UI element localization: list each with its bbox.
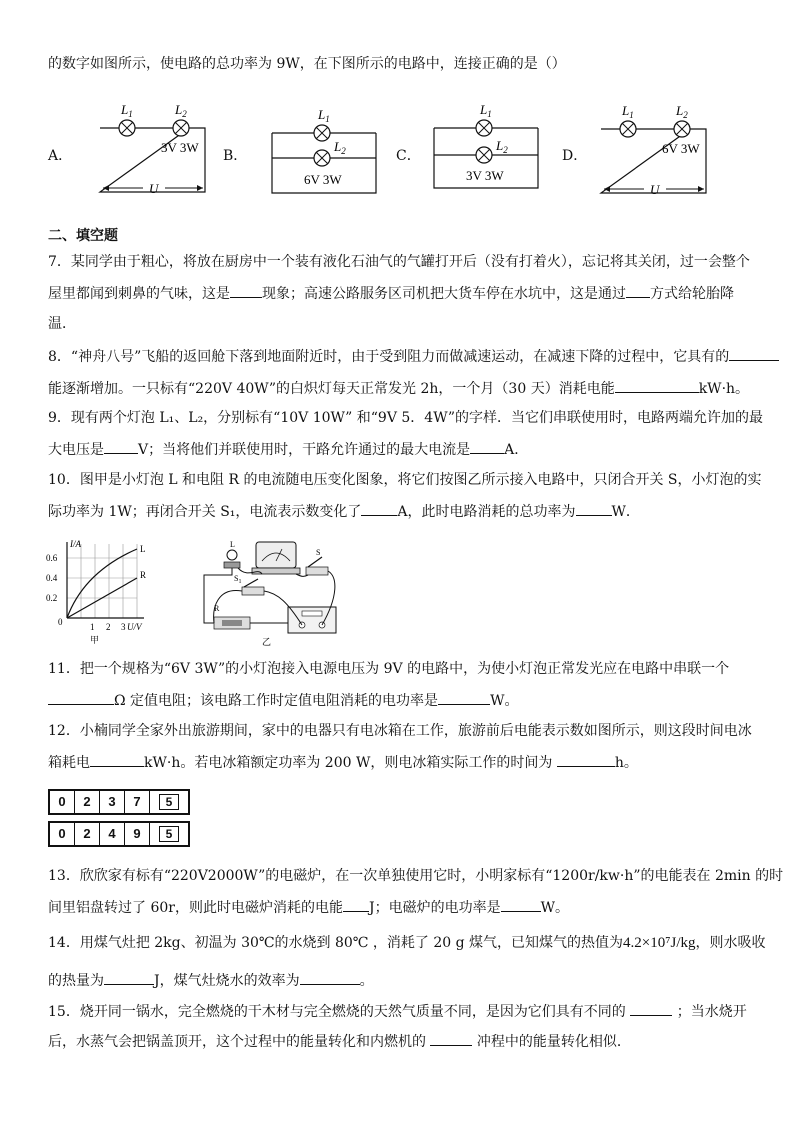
- svg-text:L1: $L_1$: [318, 107, 330, 124]
- svg-text:L: L: [230, 540, 235, 549]
- q12-line1: 12．小楠同学全家外出旅游期间，家中的电器只有电冰箱在工作，旅游前后电能表示数如图所示，则这段时间电冰: [48, 723, 752, 739]
- option-c-letter[interactable]: C．: [396, 148, 421, 164]
- q7-blank2[interactable]: [626, 283, 650, 298]
- q13-line1: 13．欣欣家有标有“220V2000W”的电磁炉，在一次单独使用它时，小明家标有“1200r/kw·h”的电能表在 2min 的时: [48, 868, 784, 884]
- svg-text:L1: $L_1$: [121, 102, 133, 119]
- svg-text:L2: $L_2$: [175, 102, 187, 119]
- svg-text:3: 3: [121, 622, 126, 632]
- svg-text:L2: $L_2$: [334, 139, 346, 156]
- q10-blank1[interactable]: [361, 501, 397, 516]
- q15-blank2[interactable]: [430, 1031, 472, 1046]
- option-b-letter[interactable]: B．: [223, 148, 248, 164]
- svg-text:0.4: 0.4: [46, 573, 58, 583]
- q9-line1: 9．现有两个灯泡 L₁、L₂，分别标有“10V 10W” 和“9V 5．4W”的字样．当它们串联使用时，电路两端允许加的最: [48, 410, 764, 426]
- svg-text:U: U: [650, 182, 660, 197]
- svg-text:3V 3W: 3V 3W: [161, 140, 199, 155]
- q10-blank2[interactable]: [576, 501, 612, 516]
- q10-line2: 际功率为 1W；再闭合开关 S₁，电流表示数变化了 A，此时电路消耗的总功率为 W．: [48, 501, 640, 522]
- option-a-letter[interactable]: A．: [48, 148, 73, 164]
- circuit-b-diagram: [268, 103, 383, 198]
- svg-text:R: R: [214, 604, 220, 613]
- circuit-a-diagram: [95, 100, 210, 200]
- svg-text:R: R: [140, 570, 147, 580]
- q12-blank2[interactable]: [557, 752, 615, 767]
- circuit-c-diagram: [430, 100, 545, 195]
- q10-line1: 10．图甲是小灯泡 L 和电阻 R 的电流随电压变化图象，将它们按图乙所示接入电路中，只闭合开关 S，小灯泡的实: [48, 472, 762, 488]
- q7-line1: 7．某同学由于粗心，将放在厨房中一个装有液化石油气的气罐打开后（没有打着火），忘记将其关闭，过一会整个: [48, 254, 750, 270]
- svg-text:L2: $L_2$: [496, 138, 508, 155]
- svg-text:0.6: 0.6: [46, 553, 58, 563]
- svg-text:1: 1: [90, 622, 95, 632]
- circuit-d-diagram: [596, 101, 712, 201]
- q15-line1: 15．烧开同一锅水，完全燃烧的干木材与完全燃烧的天然气质量不同，是因为它们具有不同的 ；当水烧开: [48, 1001, 747, 1022]
- q7-line3: 温．: [48, 316, 76, 332]
- q14-blank2[interactable]: [300, 970, 360, 985]
- q8-line1: 8．“神舟八号”飞船的返回舱下落到地面附近时，由于受到阻力而做减速运动，在减速下降的过程中，它具有的: [48, 346, 779, 367]
- svg-text:甲: 甲: [90, 635, 100, 645]
- option-d-letter[interactable]: D．: [562, 148, 588, 164]
- q8-blank1[interactable]: [729, 346, 779, 361]
- q15-blank1[interactable]: [630, 1001, 672, 1016]
- q11-blank1[interactable]: [48, 690, 114, 705]
- q9-blank2[interactable]: [470, 439, 504, 454]
- q12-line2: 箱耗电 kW·h。若电冰箱额定功率为 200 W，则电冰箱实际工作的时间为 h。: [48, 752, 638, 773]
- svg-text:S: S: [316, 548, 321, 557]
- q13-blank1[interactable]: [343, 897, 369, 912]
- circuit-photo-diagram: [198, 537, 346, 647]
- meter-after: 0 2 4 9 5: [48, 821, 190, 847]
- svg-text:0.2: 0.2: [46, 593, 58, 603]
- iu-graph: [44, 534, 156, 646]
- svg-text:6V 3W: 6V 3W: [304, 172, 342, 187]
- q6-text: 的数字如图所示，使电路的总功率为 9W，在下图所示的电路中，连接正确的是（）: [48, 56, 566, 72]
- q14-blank1[interactable]: [104, 970, 154, 985]
- q14-line1: 14．用煤气灶把 2kg、初温为 30℃的水烧到 80℃ ，消耗了 20 g 煤气，已知煤气的热值为4.2×10⁷J/kg，则水吸收: [48, 935, 766, 951]
- q9-blank1[interactable]: [104, 439, 138, 454]
- q13-line2: 间里铝盘转过了 60r，则此时电磁炉消耗的电能 J；电磁炉的电功率是 W。: [48, 897, 569, 918]
- svg-text:乙: 乙: [262, 637, 272, 647]
- q8-line2: 能逐渐增加。一只标有“220V 40W”的白炽灯每天正常发光 2h，一个月（30 天）消耗电能 kW·h。: [48, 378, 749, 399]
- svg-text:L1: $L_1$: [622, 103, 634, 120]
- svg-text:2: 2: [106, 622, 111, 632]
- svg-text:U/V: U/V: [127, 622, 142, 632]
- q7-blank1[interactable]: [230, 283, 262, 298]
- svg-text:0: 0: [58, 617, 63, 627]
- section-title: 二、填空题: [48, 228, 118, 244]
- svg-text:I/A: I/A: [70, 539, 81, 549]
- q8-blank2[interactable]: [615, 378, 699, 393]
- svg-text:3V 3W: 3V 3W: [466, 168, 504, 183]
- q11-line2: Ω 定值电阻；该电路工作时定值电阻消耗的电功率是 W。: [48, 690, 518, 711]
- q12-blank1[interactable]: [90, 752, 144, 767]
- q15-line2: 后，水蒸气会把锅盖顶开，这个过程中的能量转化和内燃机的 冲程中的能量转化相似．: [48, 1031, 631, 1052]
- meter-before: 0 2 3 7 5: [48, 789, 190, 815]
- q7-line2: 屋里都闻到刺鼻的气味，这是 现象；高速公路服务区司机把大货车停在水坑中，这是通过 方式给轮胎降: [48, 283, 734, 304]
- svg-text:L2: $L_2$: [676, 103, 688, 120]
- q14-line2: 的热量为 J，煤气灶烧水的效率为 。: [48, 970, 374, 991]
- q11-line1: 11．把一个规格为“6V 3W”的小灯泡接入电源电压为 9V 的电路中，为使小灯泡正常发光应在电路中串联一个: [48, 661, 730, 677]
- q9-line2: 大电压是 V；当将他们并联使用时，干路允许通过的最大电流是 A．: [48, 439, 528, 460]
- svg-text:S1: $S_1$: [234, 574, 242, 585]
- svg-text:6V 3W: 6V 3W: [662, 141, 700, 156]
- q13-blank2[interactable]: [501, 897, 541, 912]
- q11-blank2[interactable]: [438, 690, 490, 705]
- svg-text:U: U: [149, 181, 159, 196]
- svg-text:L: L: [140, 544, 146, 554]
- svg-text:L1: $L_1$: [480, 102, 492, 119]
